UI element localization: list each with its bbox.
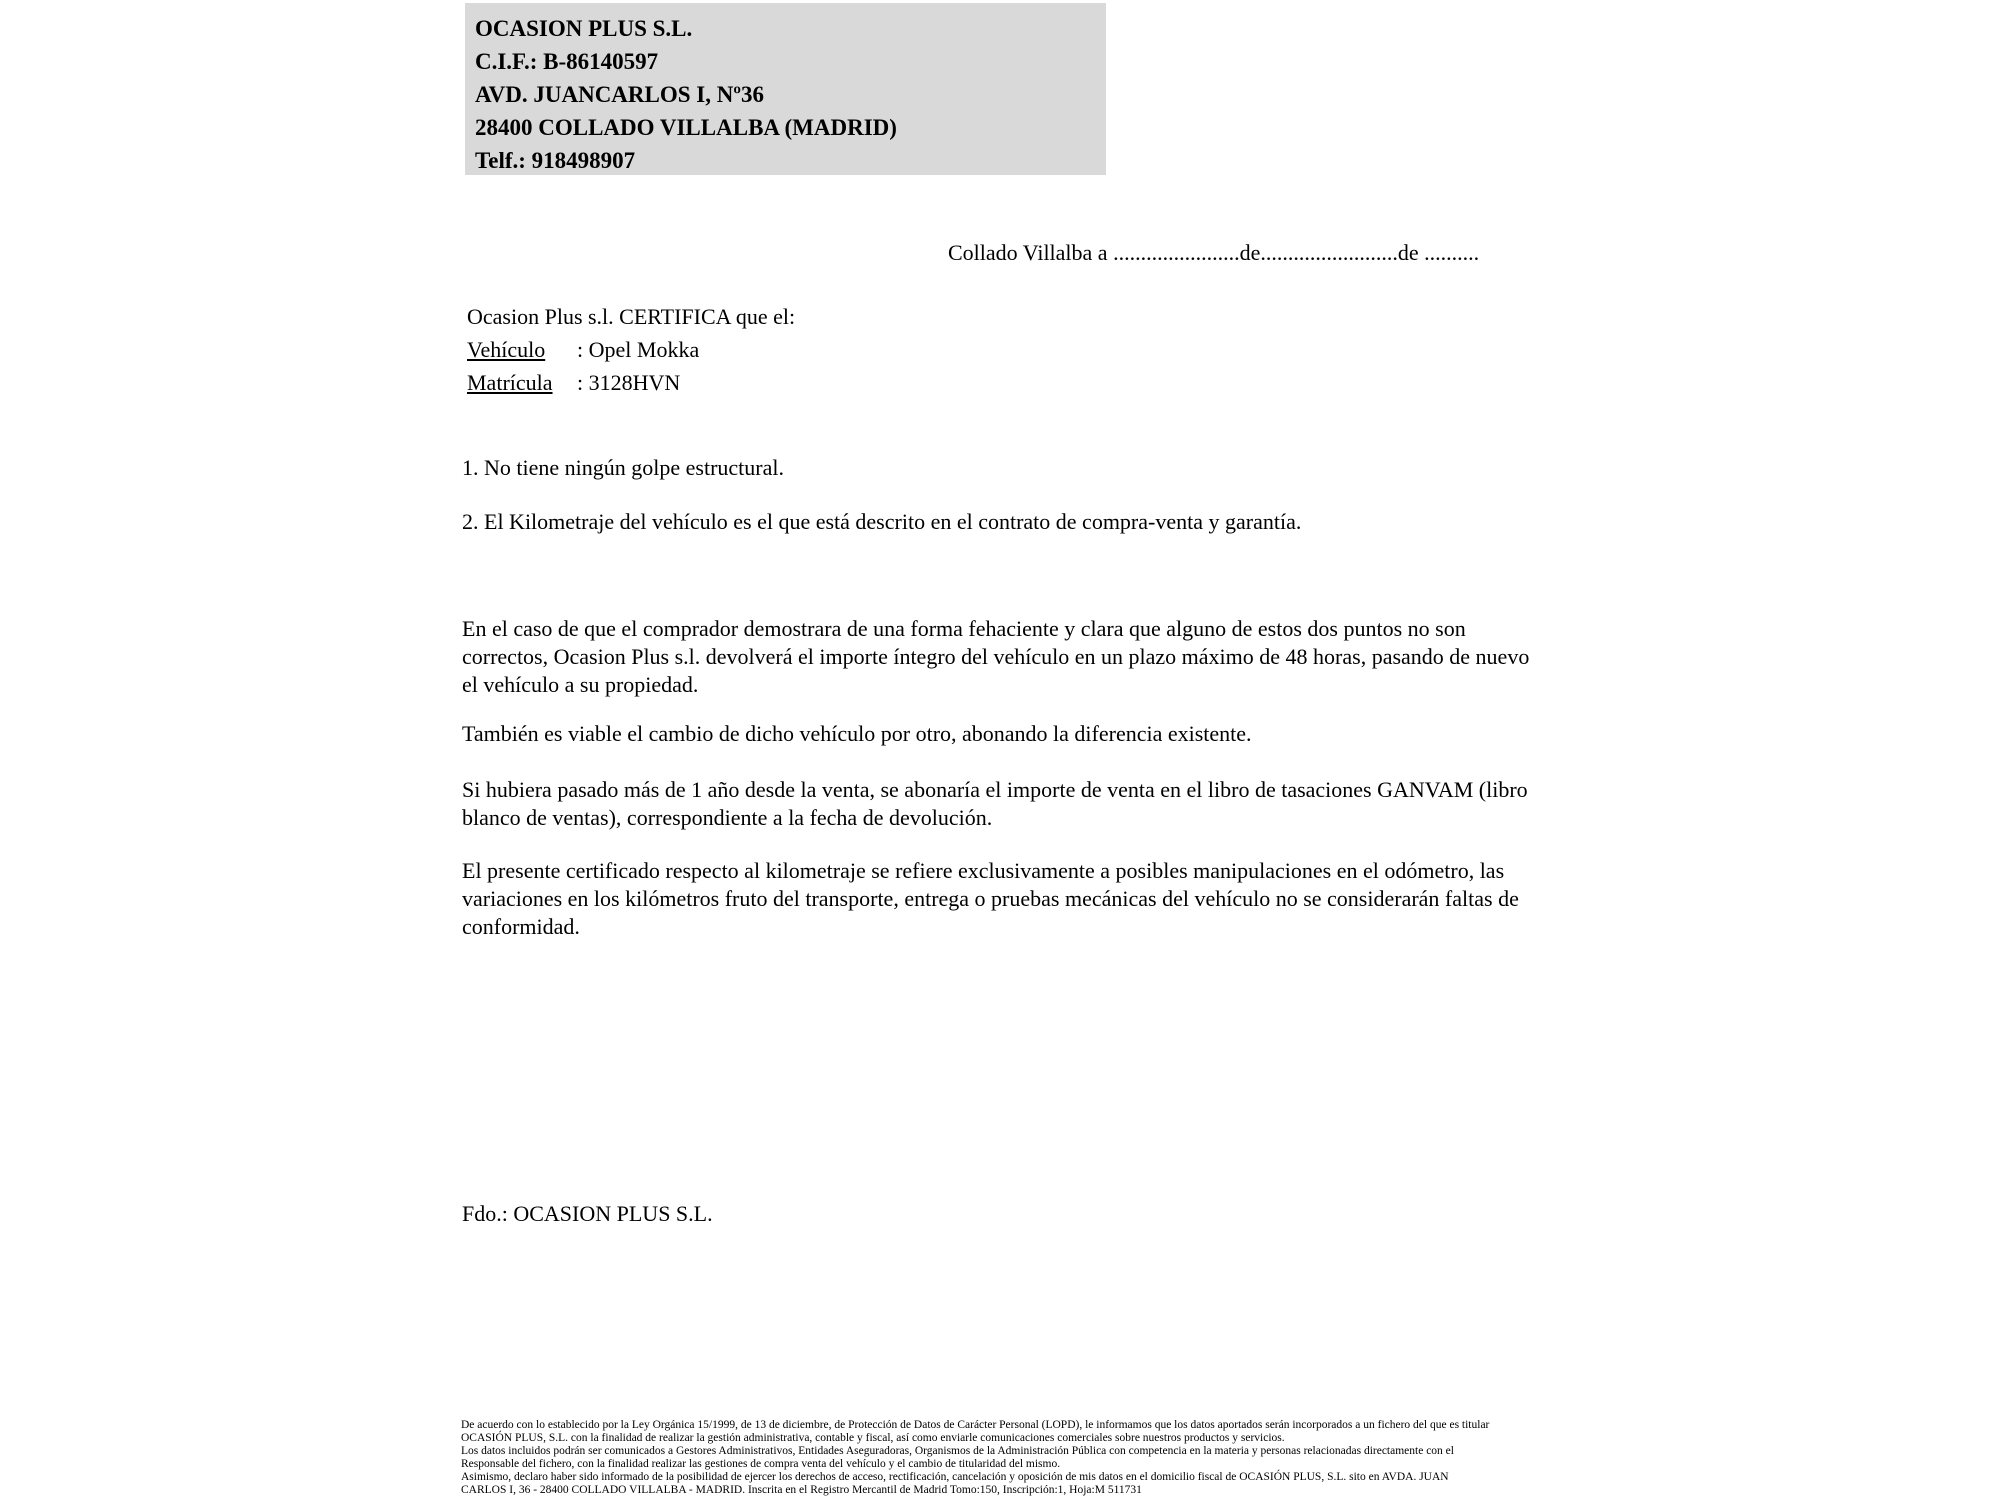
certified-point-mileage: 2. El Kilometraje del vehículo es el que está descrito en el contrato de compra-venta y garantía. <box>462 509 1302 534</box>
company-name: OCASION PLUS S.L. <box>475 16 693 41</box>
legal-line-1: De acuerdo con lo establecido por la Ley Orgánica 15/1999, de 13 de diciembre, de Protección de Datos de Carácter Personal (LOPD), le informamos que los datos aportados serán incorporados a un fichero del que es titular <box>461 1419 1490 1431</box>
paragraph-odometer-clause: El presente certificado respecto al kilometraje se refiere exclusivamente a posibles manipulaciones en el odómetro, las variaciones en los kilómetros fruto del transporte, entrega o pruebas mecánicas del vehículo no se considerarán faltas de conformidad. <box>462 858 1519 939</box>
plate-label: Matrícula <box>467 370 553 395</box>
paragraph-refund-clause: En el caso de que el comprador demostrara de una forma fehaciente y clara que alguno de estos dos puntos no son correctos, Ocasion Plus s.l. devolverá el importe íntegro del vehículo en un plazo máximo de 48 horas, pasando de nuevo el vehículo a su propiedad. <box>462 616 1530 697</box>
legal-line-2: OCASIÓN PLUS, S.L. con la finalidad de realizar la gestión administrativa, contable y fiscal, así como enviarle comunicaciones comerciales sobre nuestros productos y servicios. <box>461 1432 1285 1444</box>
company-header-box <box>465 3 1106 175</box>
company-address: AVD. JUANCARLOS I, Nº36 <box>475 82 764 107</box>
legal-line-6: CARLOS I, 36 - 28400 COLLADO VILLALBA - MADRID. Inscrita en el Registro Mercantil de Madrid Tomo:150, Inscripción:1, Hoja:M 511731 <box>461 1484 1142 1496</box>
legal-line-5: Asimismo, declaro haber sido informado de la posibilidad de ejercer los derechos de acceso, rectificación, cancelación y oposición de mis datos en el domicilio fiscal de OCASIÓN PLUS, S.L. sito en AVDA. JUAN <box>461 1471 1449 1483</box>
signature-line: Fdo.: OCASION PLUS S.L. <box>462 1201 713 1226</box>
company-phone: Telf.: 918498907 <box>475 148 636 173</box>
company-city: 28400 COLLADO VILLALBA (MADRID) <box>475 115 897 140</box>
paragraph-ganvam-clause: Si hubiera pasado más de 1 año desde la venta, se abonaría el importe de venta en el libro de tasaciones GANVAM (libro blanco de ventas), correspondiente a la fecha de devolución. <box>462 777 1528 830</box>
certify-intro: Ocasion Plus s.l. CERTIFICA que el: <box>467 304 796 329</box>
date-place-line: Collado Villalba a .......................de.........................de .......... <box>948 240 1480 265</box>
vehicle-row <box>467 333 795 366</box>
legal-line-3: Los datos incluidos podrán ser comunicados a Gestores Administrativos, Entidades Aseguradoras, Organismos de la Administración Pública con competencia en la materia y personas relacionadas directamente con el <box>461 1445 1454 1457</box>
company-cif: C.I.F.: B-86140597 <box>475 49 659 74</box>
legal-line-4: Responsable del fichero, con la finalidad realizar las gestiones de compra venta del vehículo y el cambio de titularidad del mismo. <box>461 1458 1061 1470</box>
vehicle-label: Vehículo <box>467 337 546 362</box>
paragraph-exchange-clause: También es viable el cambio de dicho vehículo por otro, abonando la diferencia existente. <box>462 721 1252 746</box>
certification-block <box>467 300 795 399</box>
vehicle-value: : Opel Mokka <box>577 337 700 362</box>
certified-point-structural: 1. No tiene ningún golpe estructural. <box>462 455 784 480</box>
plate-row <box>467 366 795 399</box>
plate-value: : 3128HVN <box>577 370 681 395</box>
legal-footer <box>461 1419 1661 1497</box>
